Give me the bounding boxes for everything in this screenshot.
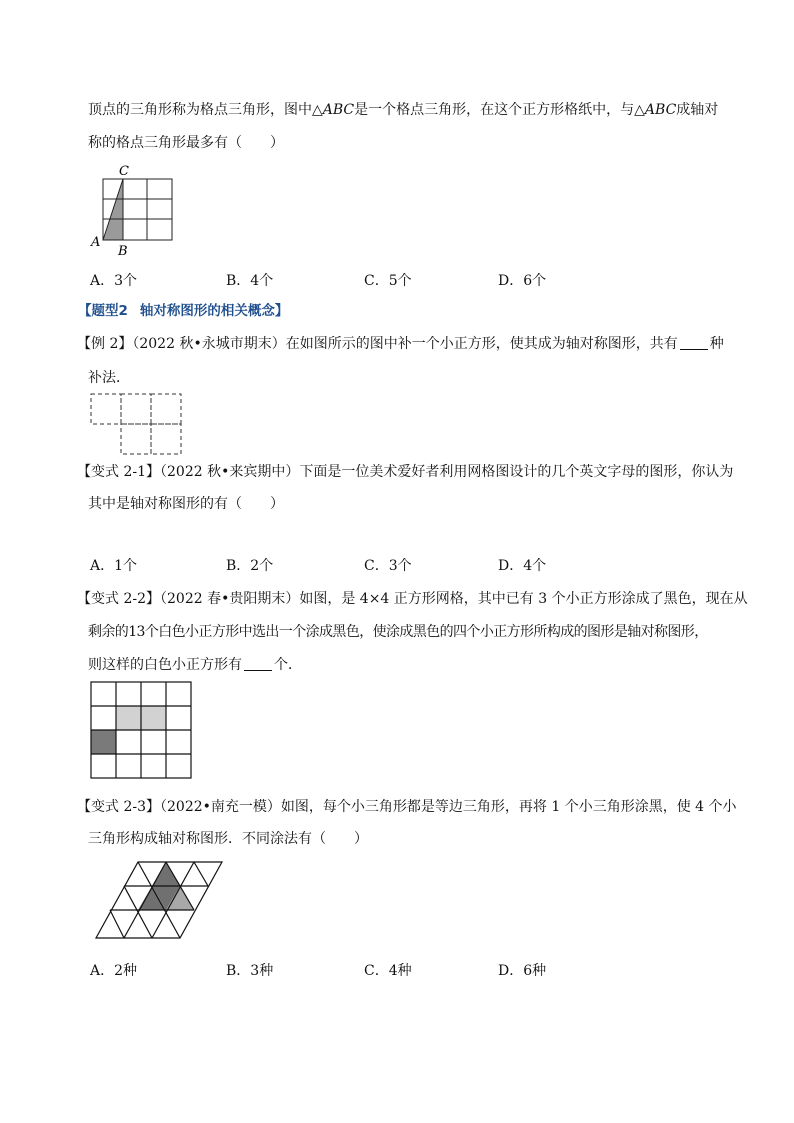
v22-text-b: 个． — [274, 657, 302, 673]
v23-option-b[interactable]: B．3种 — [226, 963, 274, 979]
q1-text-a: 顶点的三角形称为格点三角形，图中 — [88, 102, 312, 118]
example2-text-end: 种 — [709, 336, 724, 352]
section-heading — [78, 299, 288, 319]
v23-option-c[interactable]: C．4种 — [364, 963, 412, 979]
v23-line-1 — [77, 797, 737, 817]
q1-triangle-name: △ABC — [312, 102, 355, 118]
q1-grid-figure — [88, 162, 178, 257]
v21-line-2: 其中是轴对称图形的有（ ） — [88, 496, 284, 512]
v23-text: （2022•南充一模）如图，每个小三角形都是等边三角形，再将 1 个小三角形涂黑，使 4 个小 — [160, 799, 737, 815]
q1-line-1 — [88, 100, 718, 120]
v21-text: （2022 秋•来宾期中）下面是一位美术爱好者利用网格图设计的几个英文字母的图形，你认为 — [160, 464, 734, 480]
example2-text: （2022 秋•永城市期末）在如图所示的图中补一个小正方形，使其成为轴对称图形，共有 — [132, 336, 678, 352]
example2-line-2: 补法． — [88, 370, 130, 386]
v21-option-b[interactable]: B．2个 — [226, 558, 274, 574]
example2-dashed-figure — [90, 393, 185, 455]
shaded-up-top — [152, 862, 180, 886]
v21-line-1 — [77, 462, 733, 482]
section-number: 【题型2 — [78, 303, 128, 319]
v22-line-1 — [77, 589, 748, 609]
v22-grid-figure — [90, 681, 192, 781]
v22-text-a: 则这样的白色小正方形有 — [88, 657, 242, 673]
q1-text-b: 是一个格点三角形，在这个正方形格纸中，与 — [354, 102, 635, 118]
v22-tag: 【变式 2-2】 — [77, 591, 160, 607]
q1-option-a[interactable]: A．3个 — [90, 273, 138, 289]
section-title: 轴对称图形的相关概念】 — [139, 303, 289, 319]
example2-tag: 【例 2】 — [77, 336, 133, 352]
q1-triangle-name-2: △ABC — [634, 102, 677, 118]
q1-option-b[interactable]: B．4个 — [226, 273, 274, 289]
answer-blank[interactable] — [680, 335, 708, 350]
triangle-abc — [103, 179, 123, 240]
example2-line-1 — [77, 334, 724, 354]
light-cell-1 — [116, 706, 141, 730]
v23-option-a[interactable]: A．2种 — [90, 963, 138, 979]
v23-line-2: 三角形构成轴对称图形．不同涂法有（ ） — [88, 831, 368, 847]
v21-option-d[interactable]: D．4个 — [498, 558, 547, 574]
label-b: B — [118, 244, 128, 257]
q1-option-d[interactable]: D．6个 — [498, 273, 547, 289]
dark-cell — [91, 730, 116, 754]
v22-text: （2022 春•贵阳期末）如图，是 4×4 正方形网格，其中已有 3 个小正方形涂成了黑色，现在从 — [160, 591, 748, 607]
v21-option-c[interactable]: C．3个 — [364, 558, 412, 574]
light-cell-2 — [141, 706, 166, 730]
answer-blank-2[interactable] — [244, 656, 272, 671]
q1-line-2: 称的格点三角形最多有（ ） — [88, 135, 284, 151]
v22-line-2: 剩余的13个白色小正方形中选出一个涂成黑色，使涂成黑色的四个小正方形所构成的图形是轴对称图形， — [88, 624, 708, 640]
label-a: A — [91, 235, 101, 250]
q1-option-c[interactable]: C．5个 — [364, 273, 412, 289]
v22-line-3 — [88, 655, 302, 675]
v21-tag: 【变式 2-1】 — [77, 464, 160, 480]
label-c: C — [119, 164, 129, 179]
v23-tag: 【变式 2-3】 — [77, 799, 160, 815]
q1-text-c: 成轴对 — [676, 102, 719, 118]
v21-option-a[interactable]: A．1个 — [90, 558, 138, 574]
v23-triangle-grid — [90, 858, 245, 944]
v23-option-d[interactable]: D．6种 — [498, 963, 547, 979]
